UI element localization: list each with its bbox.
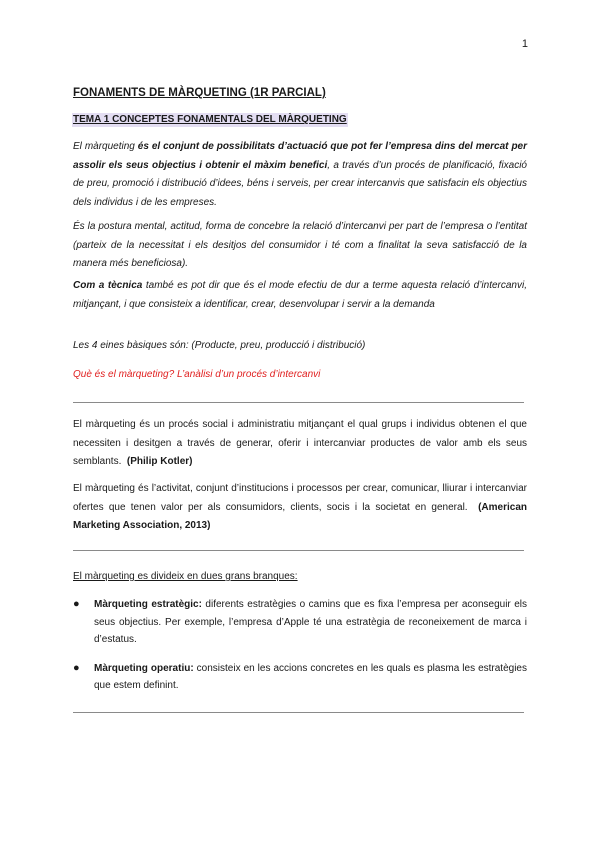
definition-paragraph-1 xyxy=(73,138,527,213)
definition-paragraph-2: És la postura mental, actitud, forma de concebre la relació d’intercanvi per part de l’empresa o l’entitat (parteix de la necessitat i els desitjos del consumidor i té com a finalitat la seva satisfacció de la manera més beneficiosa). xyxy=(73,221,527,270)
divider xyxy=(73,402,524,403)
tools-paragraph: Les 4 eines bàsiques són: (Producte, preu, producció i distribució) xyxy=(73,340,366,351)
quote-text: El màrqueting és l’activitat, conjunt d’institucions i processos per crear, comunicar, lliurar i intercanviar ofertes que tenen valor per als consumidors, clients, socis i la societat en general. xyxy=(73,483,527,513)
document-title: FONAMENTS DE MÀRQUETING (1R PARCIAL) xyxy=(73,87,326,99)
branches-list xyxy=(73,596,527,706)
technique-rest: també es pot dir que és el mode efectiu de dur a terme aquesta relació d’intercanvi, mitjançant, i que consisteix a identificar, crear, desenvolupar i servir a la demanda xyxy=(73,280,527,310)
page-number: 1 xyxy=(521,38,528,50)
quote-ama xyxy=(73,480,527,536)
bullet-icon: ● xyxy=(73,598,80,610)
quote-text: El màrqueting és un procés social i administratiu mitjançant el qual grups i individus obtenen el que necessiten i desitgen a través de generar, oferir i intercanviar productes de valor amb els seus semblants. xyxy=(73,419,527,468)
branch-desc: consisteix en les accions concretes en les quals es plasma les estratègies que estem definint. xyxy=(94,662,527,691)
definition-paragraph-3 xyxy=(73,277,527,314)
quote-source: (Philip Kotler) xyxy=(126,456,193,468)
bullet-icon: ● xyxy=(73,661,80,674)
divider xyxy=(73,550,524,551)
branches-heading: El màrqueting es divideix en dues grans branques: xyxy=(73,571,298,582)
definition-bold: és el conjunt de possibilitats d’actuació que pot fer l’empresa dins del mercat per assolir els seus objectius i obtenir el màxim benefici xyxy=(73,141,528,171)
quote-source: (American Marketing Association, 2013) xyxy=(73,501,527,532)
definition-rest: , a través d’un procés de planificació, fixació de preu, promoció i distribució d’idees, béns i serveis, per crear intercanvis que satisfacin els objectius dels individus i de les empreses. xyxy=(73,159,527,209)
section-heading: TEMA 1 CONCEPTES FONAMENTALS DEL MÀRQUETING xyxy=(73,114,347,125)
technique-bold: Com a tècnica xyxy=(73,280,143,291)
list-item xyxy=(73,660,527,695)
quote-kotler xyxy=(73,416,527,472)
definition-lead: El màrqueting xyxy=(73,141,138,152)
divider xyxy=(73,712,524,713)
branch-term: Màrqueting estratègic: xyxy=(94,599,202,610)
branch-desc: diferents estratègies o camins que es fixa l’empresa per aconseguir els seus objectius. Per exemple, l’empresa d’Apple té una estratègia de reconeixement de marca i d’estatus. xyxy=(94,599,527,645)
list-item xyxy=(73,596,527,649)
branch-term: Màrqueting operatiu: xyxy=(94,662,194,674)
question-line: Què és el màrqueting? L’anàlisi d’un procés d’intercanvi xyxy=(73,369,321,380)
